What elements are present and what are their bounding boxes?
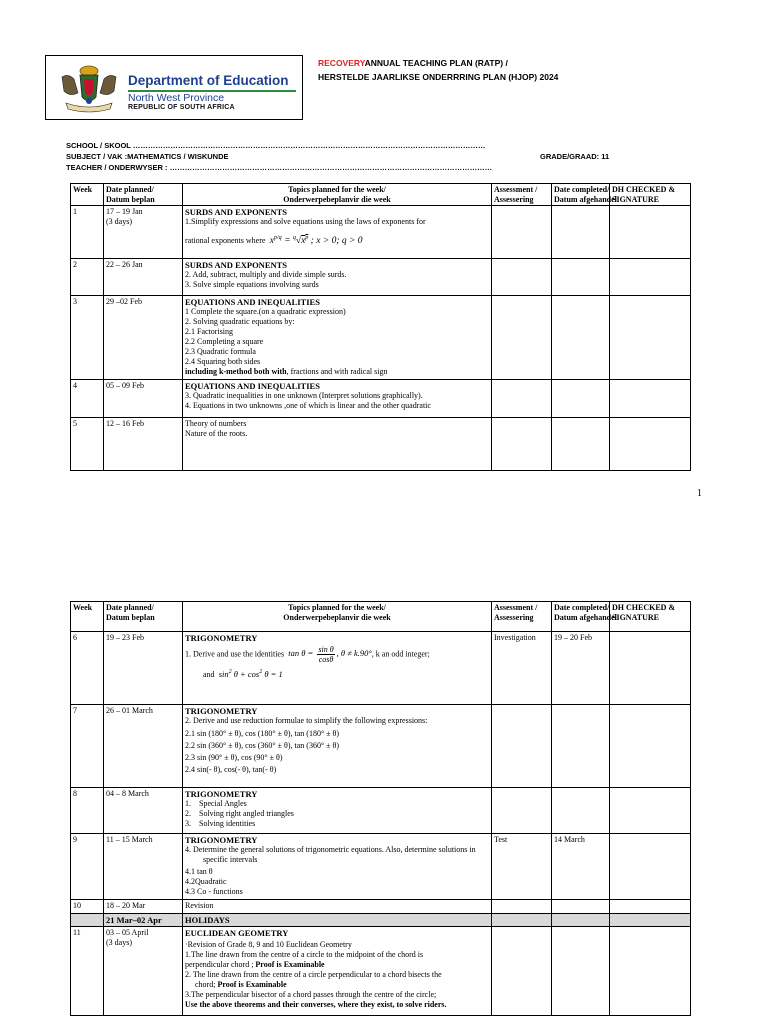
week-number: 1: [71, 206, 104, 259]
topics-cell: TRIGONOMETRY 1. Special Angles 2. Solving right angled triangles 3. Solving identities: [183, 788, 492, 834]
table-header-row: [71, 602, 691, 632]
holidays-row: [71, 914, 691, 927]
plan-table-1: [70, 183, 691, 471]
topics-cell: Theory of numbers Nature of the roots.: [183, 418, 492, 471]
date-planned: 17 – 19 Jan (3 days): [104, 206, 183, 259]
date-planned: 03 – 05 April (3 days): [104, 927, 183, 1016]
tan-identity: tan θ = $\frac{\text{sin θ}}{\cos\theta}$ , θ ≠ k.90°: [286, 645, 372, 664]
dh-signature-cell: [610, 380, 691, 418]
school-line: SCHOOL / SKOOL ……………………………………………………………………………………………………………………………: [66, 141, 486, 150]
department-republic: REPUBLIC OF SOUTH AFRICA: [128, 104, 235, 111]
dh-signature-cell: [610, 259, 691, 296]
topics-cell: SURDS AND EXPONENTS 2. Add, subtract, multiply and divide simple surds. 3. Solve simple equations involving surds: [183, 259, 492, 296]
pythagorean-identity: $\sin^2 \theta + \cos^2 \theta = 1$: [216, 668, 283, 679]
topics-cell: EQUATIONS AND INEQUALITIES 3. Quadratic inequalities in one unknown (Interpret solutions graphically). 4. Equations in two unknowns ,one of which is linear and the other quadratic: [183, 380, 492, 418]
table-row: [71, 705, 691, 788]
assessment-cell: [492, 705, 552, 788]
dh-signature-cell: [610, 788, 691, 834]
dh-signature-cell: [610, 632, 691, 705]
assessment-cell: Investigation: [492, 632, 552, 705]
date-completed-cell: [552, 914, 610, 927]
holiday-label: HOLIDAYS: [183, 914, 492, 927]
date-completed-cell: [552, 705, 610, 788]
date-planned: 11 – 15 March: [104, 834, 183, 900]
header-date-planned: Date planned/ Datum beplan: [104, 602, 183, 632]
date-planned: 19 – 23 Feb: [104, 632, 183, 705]
header-dh-checked: DH CHECKED & SIGNATURE: [610, 602, 691, 632]
week-number: 4: [71, 380, 104, 418]
assessment-cell: [492, 259, 552, 296]
dh-signature-cell: [610, 206, 691, 259]
week-number: 3: [71, 296, 104, 380]
header-week: Week: [71, 184, 104, 206]
topics-cell: Revision: [183, 900, 492, 914]
week-number: 9: [71, 834, 104, 900]
dh-signature-cell: [610, 900, 691, 914]
teacher-line: TEACHER / ONDERWYSER : …………………………………………………………………………………………………………………: [66, 163, 493, 172]
date-completed-cell: [552, 259, 610, 296]
header-date-planned: Date planned/ Datum beplan: [104, 184, 183, 206]
date-planned: 18 – 20 Mar: [104, 900, 183, 914]
dh-signature-cell: [610, 834, 691, 900]
dh-signature-cell: [610, 296, 691, 380]
grade-label: GRADE/GRAAD: 11: [540, 152, 610, 161]
table-row: [71, 927, 691, 1016]
assessment-cell: [492, 914, 552, 927]
table-row: [71, 834, 691, 900]
topics-cell: EQUATIONS AND INEQUALITIES 1 Complete the square.(on a quadratic expression) 2. Solving quadratic equations by: 2.1 Factorising 2.2 Completing a square 2.3 Quadratic formula 2.4 Squaring both sides including k-method both with, fractions and with radical sign: [183, 296, 492, 380]
coat-of-arms-icon: [58, 63, 120, 113]
holiday-dates: 21 Mar–02 Apr: [104, 914, 183, 927]
table-header-row: [71, 184, 691, 206]
subject-line: SUBJECT / VAK :MATHEMATICS / WISKUNDE: [66, 152, 229, 161]
topics-cell: SURDS AND EXPONENTS 1.Simplify expressions and solve equations using the laws of exponents for rational exponents where $x^{p/q} = ^q√x^p$ ; x > 0; q > 0: [183, 206, 492, 259]
page-title: [318, 56, 558, 84]
topics-cell: TRIGONOMETRY 1. Derive and use the identities tan θ = $\frac{\text{sin θ}}{\cos\theta}$ , θ ≠ k.90°, k an odd integer; and $\sin^2 \theta + \cos^2 \theta = 1$: [183, 632, 492, 705]
table-row: [71, 296, 691, 380]
topics-cell: TRIGONOMETRY 4. Determine the general solutions of trigonometric equations. Also, determine solutions in specific intervals 4.1 tan θ 4.2Quadratic 4.3 Co - functions: [183, 834, 492, 900]
title-recovery: RECOVERY: [318, 58, 365, 68]
assessment-cell: Test: [492, 834, 552, 900]
table-row: [71, 380, 691, 418]
exponent-formula: $x^{p/q} = ^q√x^p$ ; x > 0; q > 0: [267, 235, 363, 247]
department-province: North West Province: [128, 92, 225, 104]
header-dh-checked: DH CHECKED & SIGNATURE: [610, 184, 691, 206]
week-number: 2: [71, 259, 104, 296]
date-completed-cell: [552, 788, 610, 834]
assessment-cell: [492, 380, 552, 418]
table-row: [71, 900, 691, 914]
date-planned: 22 – 26 Jan: [104, 259, 183, 296]
header-week: Week: [71, 602, 104, 632]
header-date-completed: Date completed/ Datum afgehandel: [552, 184, 610, 206]
header-assessment: Assessment / Assessering: [492, 602, 552, 632]
title-line2: HERSTELDE JAARLIKSE ONDERRRING PLAN (HJOP) 2024: [318, 72, 559, 82]
date-completed-cell: 19 – 20 Feb: [552, 632, 610, 705]
assessment-cell: [492, 296, 552, 380]
week-number: 8: [71, 788, 104, 834]
header-date-completed: Date completed/ Datum afgehandel: [552, 602, 610, 632]
date-completed-cell: [552, 296, 610, 380]
title-line1: ANNUAL TEACHING PLAN (RATP) /: [364, 58, 508, 68]
topics-cell: EUCLIDEAN GEOMETRY ·Revision of Grade 8, 9 and 10 Euclidean Geometry 1.The line drawn from the centre of a circle to the midpoint of the chord is perpendicular chord ; Proof is Examinable 2. The line drawn from the centre of a circle perpendicular to a chord bisects the chord; Proof is Examinable 3.The perpendicular bisector of a chord passes through the centre of the circle; Use the above theorems and their converses, where they exist, to solve riders.: [183, 927, 492, 1016]
dh-signature-cell: [610, 418, 691, 471]
assessment-cell: [492, 927, 552, 1016]
date-completed-cell: [552, 418, 610, 471]
date-completed-cell: [552, 206, 610, 259]
dh-signature-cell: [610, 705, 691, 788]
date-completed-cell: [552, 900, 610, 914]
assessment-cell: [492, 418, 552, 471]
date-completed-cell: [552, 380, 610, 418]
date-planned: 12 – 16 Feb: [104, 418, 183, 471]
dh-signature-cell: [610, 914, 691, 927]
date-planned: 05 – 09 Feb: [104, 380, 183, 418]
plan-table-2: [70, 601, 691, 1016]
date-completed-cell: 14 March: [552, 834, 610, 900]
week-number: 10: [71, 900, 104, 914]
date-planned: 29 –02 Feb: [104, 296, 183, 380]
header-topics: Topics planned for the week/ Onderwerpebeplanvir die week: [183, 184, 492, 206]
table-row: [71, 788, 691, 834]
assessment-cell: [492, 788, 552, 834]
header-topics: Topics planned for the week/ Onderwerpebeplanvir die week: [183, 602, 492, 632]
week-number: 5: [71, 418, 104, 471]
table-row: [71, 632, 691, 705]
department-logo: [45, 55, 303, 120]
week-number: 6: [71, 632, 104, 705]
week-number: 11: [71, 927, 104, 1016]
topics-cell: TRIGONOMETRY 2. Derive and use reduction formulae to simplify the following expressions: 2.1 sin (180° ± θ), cos (180° ± θ), tan (180° ± θ) 2.2 sin (360° ± θ), cos (360° ± θ), tan (360° ± θ) 2.3 sin (90° ± θ), cos (90° ± θ) 2.4 sin(- θ), cos(- θ), tan(- θ): [183, 705, 492, 788]
table-row: [71, 259, 691, 296]
dh-signature-cell: [610, 927, 691, 1016]
holiday-week-cell: [71, 914, 104, 927]
assessment-cell: [492, 900, 552, 914]
table-row: [71, 206, 691, 259]
department-title: Department of Education: [128, 73, 289, 88]
assessment-cell: [492, 206, 552, 259]
week-number: 7: [71, 705, 104, 788]
date-completed-cell: [552, 927, 610, 1016]
page-number: 1: [697, 488, 702, 499]
date-planned: 04 – 8 March: [104, 788, 183, 834]
date-planned: 26 – 01 March: [104, 705, 183, 788]
header-assessment: Assessment / Assessering: [492, 184, 552, 206]
table-row: [71, 418, 691, 471]
